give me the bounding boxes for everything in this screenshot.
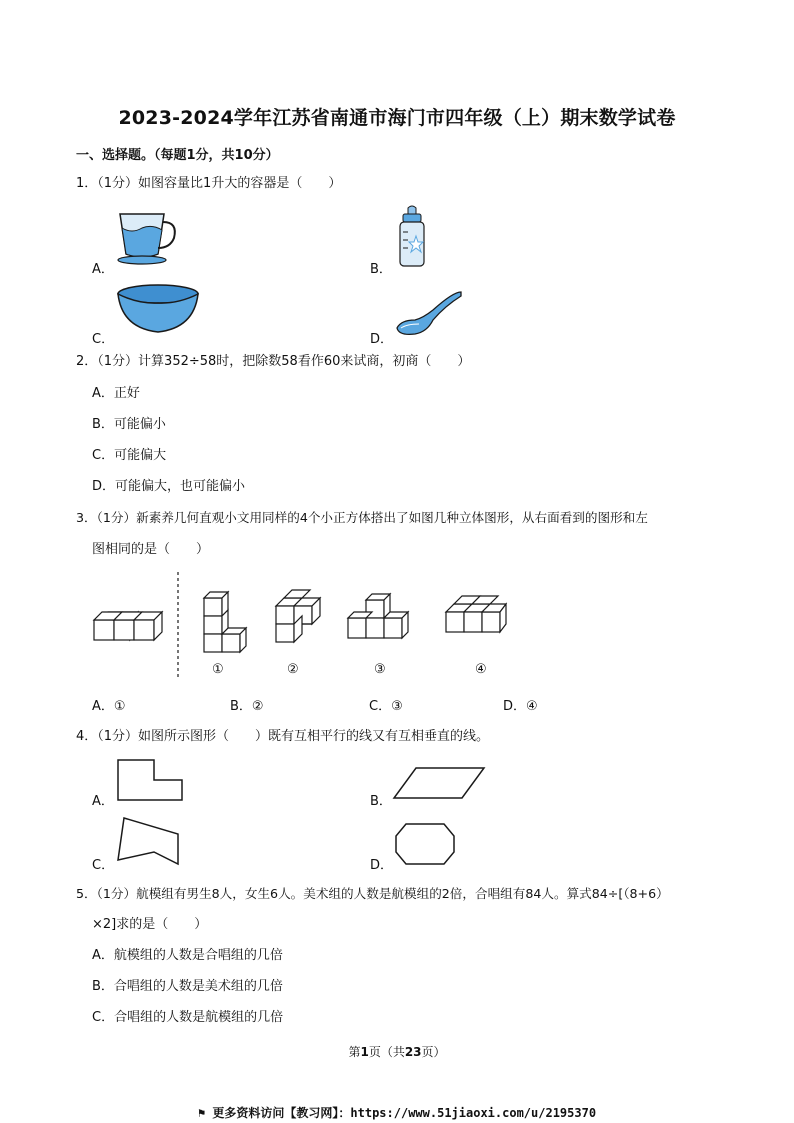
question-2-stem: 2．（1分）计算352÷58时，把除数58看作60来试商，初商（ ）	[76, 354, 471, 369]
q2-option-c[interactable]: C．可能偏大	[92, 448, 167, 463]
q3-option-a[interactable]: A．①	[92, 699, 126, 714]
section-heading: 一、选择题。（每题1分，共10分）	[76, 148, 279, 163]
baby-bottle-icon	[392, 206, 432, 270]
footer-suffix: 页）	[421, 1045, 446, 1059]
question-5-stem-line2: ×2]求的是（ ）	[92, 917, 208, 932]
q2-option-d[interactable]: D．可能偏大，也可能偏小	[92, 479, 246, 494]
footer-total-pages: 23	[404, 1045, 422, 1059]
figure-4	[446, 596, 506, 632]
question-5-stem-line1: 5．（1分）航模组有男生8人，女生6人。美术组的人数是航模组的2倍，合唱组有84人。算式84÷[（8+6）	[76, 886, 669, 901]
q5-option-a[interactable]: A．航模组的人数是合唱组的几倍	[92, 948, 283, 963]
q4-option-b[interactable]: B．	[370, 794, 392, 809]
octagon-figure	[392, 822, 458, 866]
page-footer	[0, 1043, 794, 1060]
footer-page-number: 1	[360, 1045, 369, 1059]
footer-mid: 页（共	[368, 1045, 405, 1059]
figure-label-1: ①	[212, 662, 224, 677]
question-1-stem: 1．（1分）如图容量比1升大的容器是（ ）	[76, 176, 342, 191]
cube-figures	[90, 570, 520, 680]
question-3-stem-line2: 图相同的是（ ）	[92, 542, 210, 557]
q4-option-c[interactable]: C．	[92, 858, 115, 873]
parallelogram-figure	[392, 766, 488, 802]
figure-label-4: ④	[475, 662, 487, 677]
question-3-stem-line1: 3．（1分）新素养几何直观小文用同样的4个小正方体搭出了如图几种立体图形，从右面看到的图形和左	[76, 510, 648, 525]
q1-option-d[interactable]: D．	[370, 332, 394, 347]
footer-prefix: 第	[348, 1045, 361, 1059]
figure-3	[348, 594, 408, 638]
page-title: 2023-2024学年江苏省南通市海门市四年级（上）期末数学试卷	[118, 107, 676, 129]
figure-label-3: ③	[374, 662, 386, 677]
question-4-stem: 4．（1分）如图所示图形（ ）既有互相平行的线又有互相垂直的线。	[76, 729, 490, 744]
q3-option-b[interactable]: B．②	[230, 699, 264, 714]
q5-option-b[interactable]: B．合唱组的人数是美术组的几倍	[92, 979, 283, 994]
q3-option-d[interactable]: D．④	[503, 699, 538, 714]
spoon-icon	[393, 290, 463, 336]
reference-figure	[94, 612, 162, 640]
q4-option-a[interactable]: A．	[92, 794, 114, 809]
l-shape-figure	[116, 758, 186, 804]
resource-link-text[interactable]: 更多资料访问【教习网】：https://www.51jiaoxi.com/u/2195370	[212, 1106, 597, 1120]
flag-icon: ⚑	[197, 1106, 206, 1120]
irregular-polygon-figure	[116, 816, 186, 866]
q2-option-a[interactable]: A．正好	[92, 386, 140, 401]
q4-option-d[interactable]: D．	[370, 858, 394, 873]
q1-option-c[interactable]: C．	[92, 332, 115, 347]
teacup-icon	[112, 210, 182, 270]
q1-option-a[interactable]: A．	[92, 262, 114, 277]
figure-label-2: ②	[287, 662, 299, 677]
q3-option-c[interactable]: C．③	[369, 699, 403, 714]
figure-1	[204, 592, 246, 652]
q1-option-b[interactable]: B．	[370, 262, 392, 277]
bowl-icon	[116, 282, 204, 338]
q5-option-c[interactable]: C．合唱组的人数是航模组的几倍	[92, 1010, 284, 1025]
q2-option-b[interactable]: B．可能偏小	[92, 417, 166, 432]
figure-2	[276, 590, 320, 642]
resource-link[interactable]	[0, 1104, 794, 1121]
